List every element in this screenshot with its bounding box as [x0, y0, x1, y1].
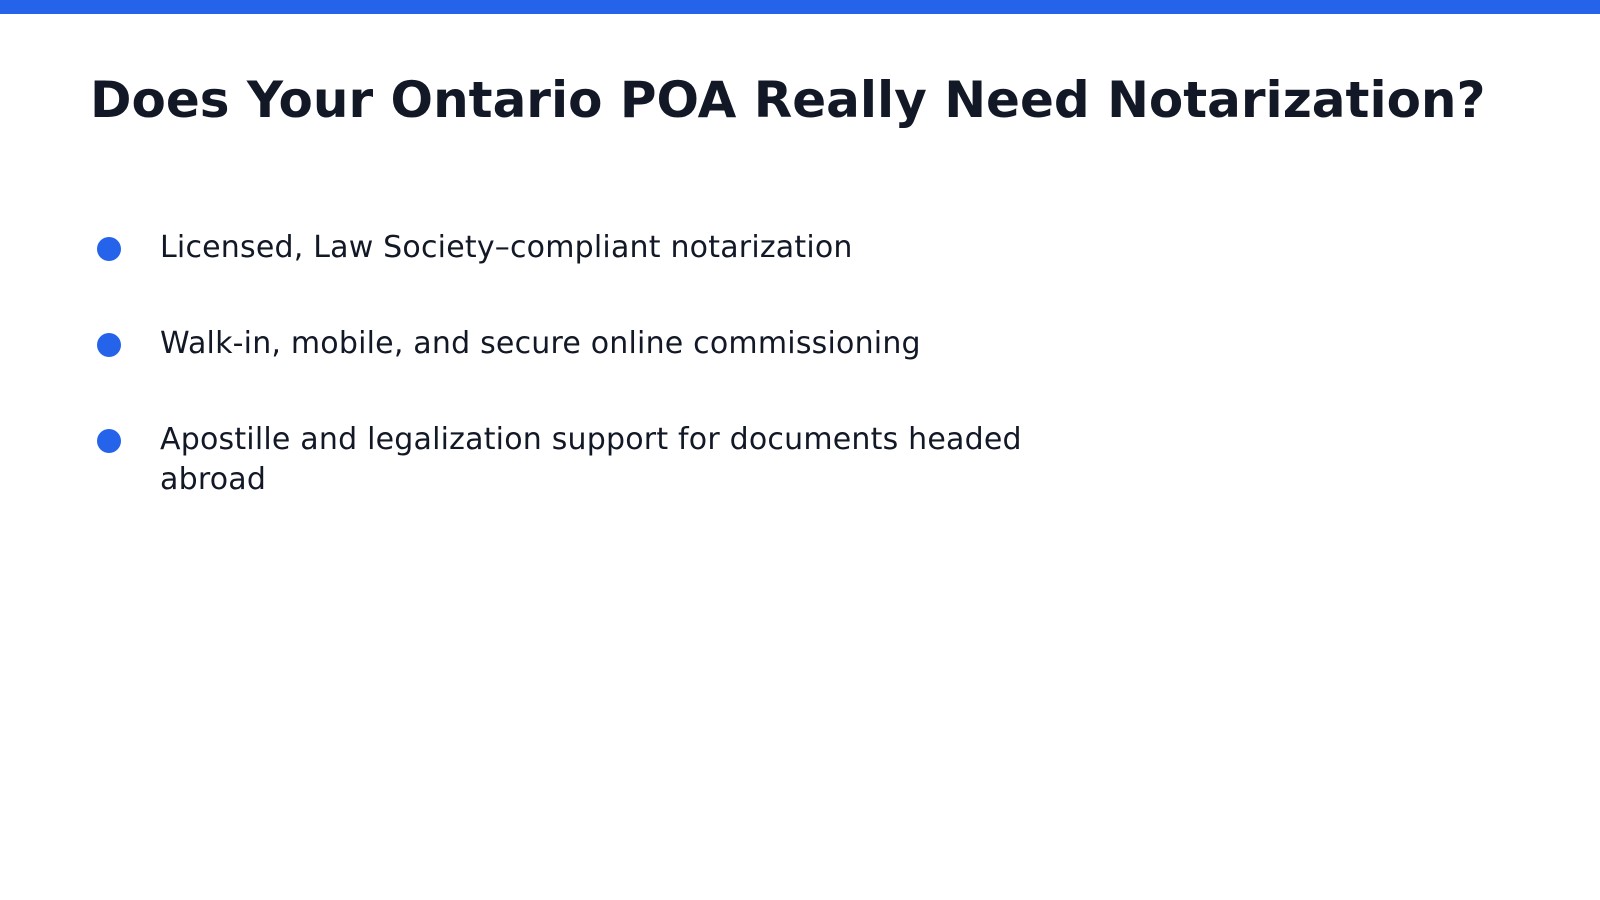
bullet-dot-icon: [97, 429, 121, 453]
bullet-dot-icon: [97, 333, 121, 357]
bullet-item: [96, 228, 1096, 268]
bullet-text: Licensed, Law Society–compliant notarization: [160, 230, 853, 265]
top-accent-bar: [0, 0, 1600, 14]
bullet-item: [96, 324, 1096, 364]
bullet-list: [96, 228, 1096, 556]
bullet-item: [96, 420, 1096, 500]
bullet-text: Walk-in, mobile, and secure online commissioning: [160, 326, 921, 361]
slide-title: Does Your Ontario POA Really Need Notarization?: [90, 71, 1486, 129]
bullet-dot-icon: [97, 237, 121, 261]
bullet-text: Apostille and legalization support for documents headed abroad: [160, 422, 1022, 497]
